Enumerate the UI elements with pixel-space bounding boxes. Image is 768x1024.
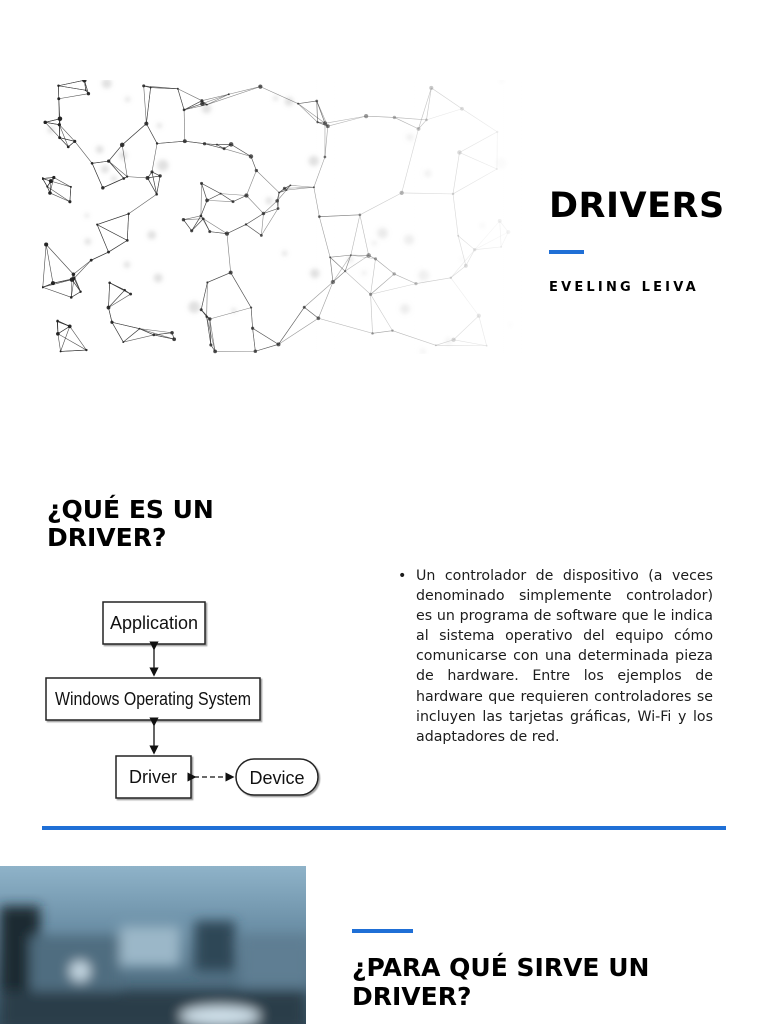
slide-title-drivers: DRIVERS xyxy=(549,186,725,226)
slide-title-what-is-driver xyxy=(47,496,214,552)
application-label: Application xyxy=(109,613,199,633)
network-nodes-image xyxy=(42,80,526,354)
blurred-hardware-photo xyxy=(0,866,306,1024)
definition-bullet xyxy=(398,566,713,747)
title-line-2: DRIVER? xyxy=(47,523,167,552)
photo-graphic xyxy=(0,866,306,1024)
title-accent-bar xyxy=(549,250,584,254)
driver-box xyxy=(116,756,191,798)
slide-divider xyxy=(42,826,726,830)
driver-label: Driver xyxy=(129,767,177,787)
title-accent-bar-2 xyxy=(352,929,413,933)
os-label: Windows Operating System xyxy=(55,689,251,709)
device-box xyxy=(236,759,318,795)
title-line-2: DRIVER? xyxy=(352,982,472,1011)
title-line-1: ¿QUÉ ES UN xyxy=(47,495,214,524)
driver-architecture-diagram xyxy=(40,592,330,807)
title-line-1: ¿PARA QUÉ SIRVE UN xyxy=(352,953,650,982)
network-graphic xyxy=(42,80,526,354)
definition-text: Un controlador de dispositivo (a veces denominado simplemente controlador) es un programa de software que le indica al sistema operativo del equipo cómo comunicarse con una determinada pieza de hardware. Entre los ejemplos de hardware que requieren controladores se incluyen las tarjetas gráficas, Wi-Fi y los adaptadores de red. xyxy=(416,568,713,745)
os-box xyxy=(46,678,260,720)
slide-title-what-for-driver xyxy=(352,953,649,1011)
diagram-svg xyxy=(40,592,330,807)
application-box xyxy=(103,602,205,644)
device-label: Device xyxy=(249,768,305,788)
author-subtitle: EVELING LEIVA xyxy=(549,280,699,295)
bullet-dot: • xyxy=(398,568,407,584)
